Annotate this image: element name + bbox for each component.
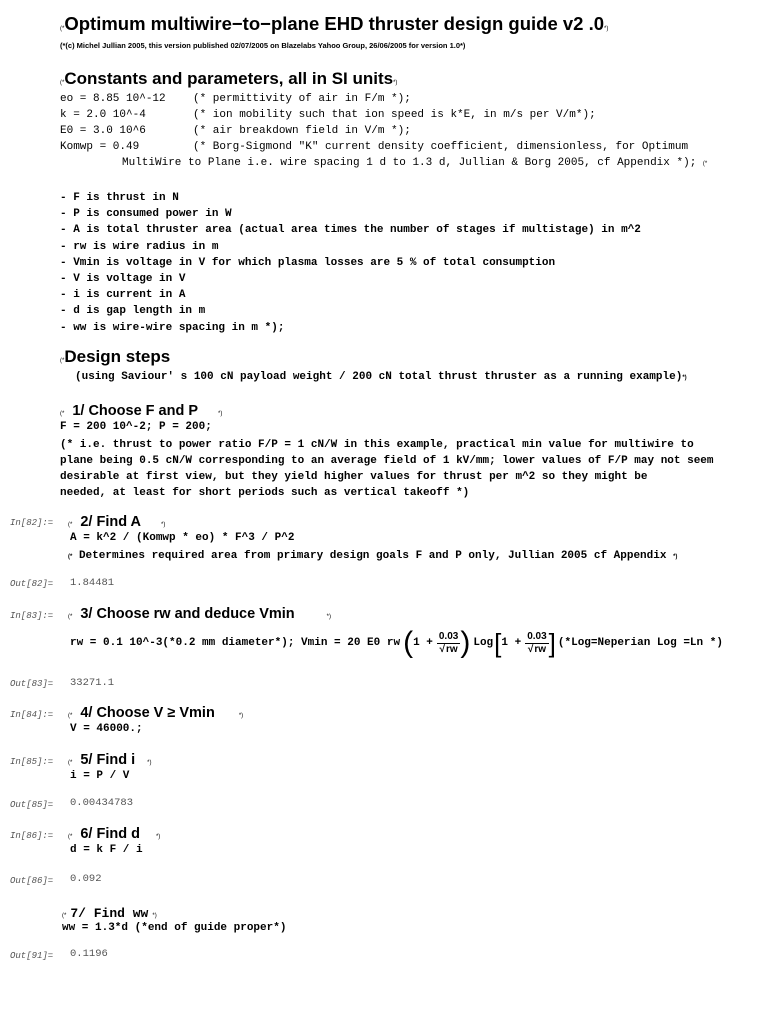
note-line: plane being 0.5 cN/W corresponding to an average field of 1 kV/mm; lower values of F/P may not seem xyxy=(60,455,714,467)
step7-heading-text: 7/ Find ww xyxy=(70,906,149,921)
step1-code[interactable]: F = 200 10^-2; P = 200; xyxy=(60,421,212,433)
constant-line[interactable] xyxy=(60,141,139,153)
title-text: Optimum multiwire−to−plane EHD thruster design guide v2 .0 xyxy=(64,13,605,34)
step7-heading xyxy=(62,904,157,922)
output-label: Out[85]= xyxy=(10,800,54,810)
step5-code[interactable]: i = P / V xyxy=(70,770,130,782)
comment-open-mark: (* xyxy=(702,161,708,167)
paren-close: ) xyxy=(460,626,471,659)
step2-heading-text: 2/ Find A xyxy=(80,514,142,530)
comment-open-mark: (* xyxy=(68,834,73,840)
credit-line: (*(c) Michel Jullian 2005, this version published 02/07/2005 on Blazelabs Yahoo Group, 26/06/2005 for version 1.0*) xyxy=(60,41,466,50)
fraction-numerator: 0.03 xyxy=(438,630,459,642)
step3-code-text: rw = 0.1 10^-3(*0.2 mm diameter*); Vmin = 20 E0 rw xyxy=(70,637,401,649)
output-label: Out[82]= xyxy=(10,579,54,589)
bracket-open: [ xyxy=(494,627,502,658)
comment-close-mark: *) xyxy=(393,80,398,86)
constant-line[interactable] xyxy=(60,125,146,137)
input-label: In[86]:= xyxy=(10,831,54,841)
comment-open-mark: (* xyxy=(60,411,65,417)
definition-item: - F is thrust in N xyxy=(60,192,179,204)
constant-line[interactable] xyxy=(60,109,146,121)
log-comment: (*Log=Neperian Log =Ln *) xyxy=(557,637,723,649)
step5-result: 0.00434783 xyxy=(70,797,134,809)
one-plus: 1 + xyxy=(413,637,433,649)
note-line: needed, at least for short periods such as vertical takeoff *) xyxy=(60,487,470,499)
step3-result: 33271.1 xyxy=(70,677,115,689)
comment-close-mark: *) xyxy=(152,913,157,919)
constant-comment: (* air breakdown field in V/m *); xyxy=(193,125,411,137)
fraction-numerator: 0.03 xyxy=(527,630,547,642)
step7-result: 0.1196 xyxy=(70,948,108,960)
definition-item: - V is voltage in V xyxy=(60,272,186,285)
comment-open-mark: (* xyxy=(68,522,73,528)
fraction-denominator: √rw xyxy=(527,643,547,655)
constants-heading-text: Constants and parameters, all in SI units xyxy=(64,69,394,88)
input-label: In[84]:= xyxy=(10,710,54,720)
note-line: desirable at first view, but they yield higher values for thrust per m^2 so they might be xyxy=(60,471,648,483)
step4-code[interactable]: V = 46000.; xyxy=(70,723,143,735)
comment-close-mark: *) xyxy=(673,554,678,560)
comment-open-mark: (* xyxy=(68,554,73,560)
comment-close-mark: *) xyxy=(326,614,332,620)
log-function: Log xyxy=(473,637,494,649)
comment-open-mark: (* xyxy=(68,614,73,620)
constant-line[interactable] xyxy=(60,93,166,105)
comment-open-mark: (* xyxy=(60,26,65,32)
design-heading xyxy=(60,347,170,367)
comment-close-mark: *) xyxy=(218,411,223,417)
step3-heading xyxy=(68,605,331,623)
comment-close-mark: *) xyxy=(161,522,166,528)
sqrt-radicand: rw xyxy=(534,643,547,655)
step5-heading-text: 5/ Find i xyxy=(80,752,136,768)
continued-text: MultiWire to Plane i.e. wire spacing 1 d to 1.3 d, Jullian & Borg 2005, cf Appendix *); xyxy=(122,157,697,169)
fraction-denominator: √rw xyxy=(439,643,458,655)
comment-open-mark: (* xyxy=(68,713,73,719)
sqrt-radicand: rw xyxy=(446,643,458,655)
step2-code[interactable]: A = k^2 / (Komwp * eo) * F^3 / P^2 xyxy=(70,532,295,544)
step2-result: 1.84481 xyxy=(70,577,115,589)
comment-open-mark: (* xyxy=(68,760,73,766)
definition-item: - d is gap length in m xyxy=(60,305,206,318)
definition-item: - ww is wire-wire spacing in m *); xyxy=(60,321,285,334)
step2-note-text: Determines required area from primary design goals F and P only, Jullian 2005 cf Appendix xyxy=(78,550,667,562)
constant-code: Komwp = 0.49 xyxy=(60,141,140,153)
constants-heading xyxy=(60,69,397,89)
comment-open-mark: (* xyxy=(60,80,65,86)
design-subtitle-text: (using Saviour' s 100 cN payload weight / 200 cN total thrust thruster as a running example) xyxy=(75,371,683,383)
constant-comment: (* permittivity of air in F/m *); xyxy=(193,93,411,105)
definition-item: - Vmin is voltage in V for which plasma losses are 5 % of total consumption xyxy=(60,256,556,269)
output-label: Out[86]= xyxy=(10,876,54,886)
design-heading-text: Design steps xyxy=(64,347,171,366)
step3-heading-text: 3/ Choose rw and deduce Vmin xyxy=(80,606,295,622)
note-line: (* i.e. thrust to power ratio F/P = 1 cN/W in this example, practical min value for multiwire to xyxy=(60,439,694,451)
constant-code: E0 = 3.0 10^6 xyxy=(60,125,146,137)
definition-item: - rw is wire radius in m xyxy=(60,240,219,253)
definition-item: - P is consumed power in W xyxy=(60,208,232,221)
step6-result: 0.092 xyxy=(70,873,102,885)
design-subtitle xyxy=(75,371,687,383)
definitions-list xyxy=(60,190,641,336)
step4-heading-text: 4/ Choose V ≥ Vmin xyxy=(80,705,215,721)
bracket-close: ] xyxy=(548,627,556,658)
step7-code[interactable]: ww = 1.3*d (*end of guide proper*) xyxy=(62,922,287,934)
one-plus: 1 + xyxy=(501,637,522,649)
comment-close-mark: *) xyxy=(238,713,244,719)
constant-comment: (* Borg-Sigmond "K" current density coefficient, dimensionless, for Optimum xyxy=(193,141,689,153)
comment-close-mark: *) xyxy=(682,375,687,381)
constant-comment: (* ion mobility such that ion speed is k*E, in m/s per V/m*); xyxy=(193,109,596,121)
constant-code: eo = 8.85 10^-12 xyxy=(60,93,166,105)
definition-item: - A is total thruster area (actual area times the number of stages if multistage) in m^2 xyxy=(60,224,641,237)
step1-heading xyxy=(60,402,222,420)
comment-close-mark: *) xyxy=(604,26,609,32)
step6-code[interactable]: d = k F / i xyxy=(70,844,143,856)
input-label: In[83]:= xyxy=(10,611,54,621)
step2-note xyxy=(68,550,677,562)
input-label: In[82]:= xyxy=(10,518,54,528)
comment-close-mark: *) xyxy=(155,834,161,840)
step2-heading xyxy=(68,513,165,531)
comment-open-mark: (* xyxy=(60,358,65,364)
constant-code: k = 2.0 10^-4 xyxy=(60,109,146,121)
definition-item: - i is current in A xyxy=(60,289,186,302)
output-label: Out[83]= xyxy=(10,679,54,689)
input-label: In[85]:= xyxy=(10,757,54,767)
fraction xyxy=(437,631,460,656)
notebook-title xyxy=(60,13,608,35)
step4-heading xyxy=(68,704,243,722)
step1-heading-text: 1/ Choose F and P xyxy=(72,403,199,419)
output-label: Out[91]= xyxy=(10,951,54,961)
step6-heading-text: 6/ Find d xyxy=(80,826,140,842)
step6-heading xyxy=(68,825,160,843)
comment-close-mark: *) xyxy=(147,760,152,766)
fraction xyxy=(525,631,548,656)
step3-code[interactable] xyxy=(70,623,723,663)
paren-open: ( xyxy=(403,626,414,659)
step1-note xyxy=(60,437,714,501)
comment-open-mark: (* xyxy=(62,913,67,919)
step5-heading xyxy=(68,751,151,769)
constant-comment-continued xyxy=(122,157,707,169)
